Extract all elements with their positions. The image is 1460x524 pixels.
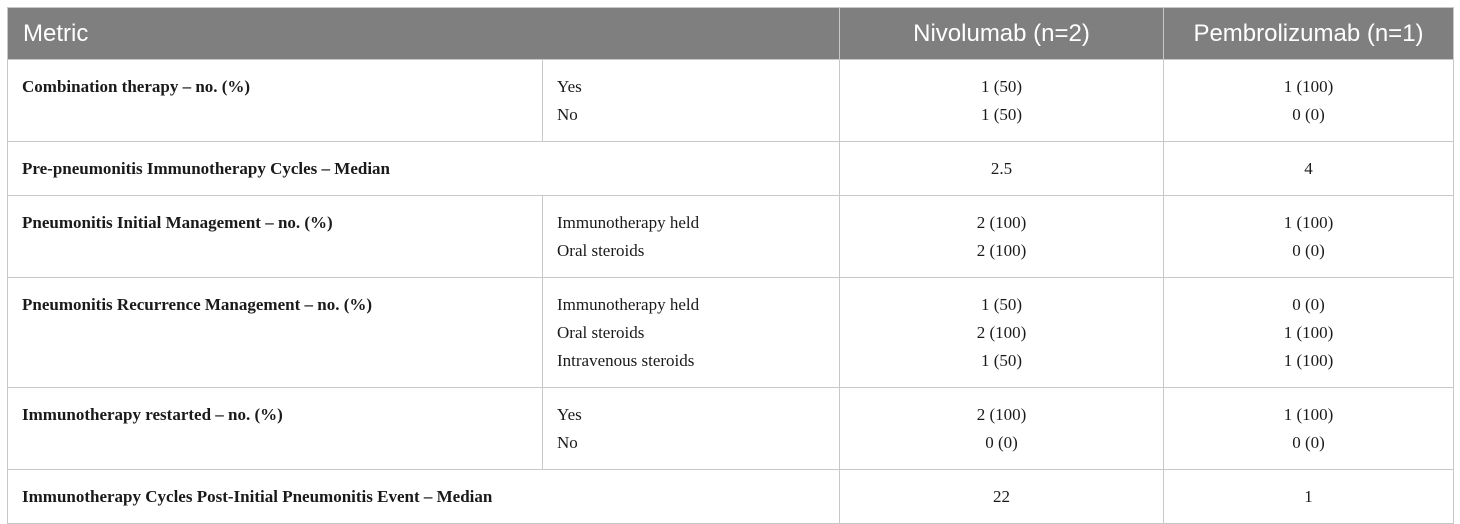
sub-label: Oral steroids — [557, 323, 645, 342]
value: 0 (0) — [1292, 295, 1325, 314]
value: 1 (100) — [1283, 351, 1334, 370]
sub-cell — [543, 388, 840, 470]
value: 1 (100) — [1283, 405, 1334, 424]
value: 2 (100) — [976, 241, 1027, 260]
value: 1 (50) — [980, 351, 1023, 370]
value: 1 (100) — [1283, 213, 1334, 232]
pembrolizumab-cell — [1164, 60, 1454, 142]
sub-label: Oral steroids — [557, 241, 645, 260]
nivolumab-cell — [840, 278, 1164, 388]
sub-cell — [543, 278, 840, 388]
table-row — [8, 388, 1454, 470]
value: 0 (0) — [1292, 433, 1325, 452]
value: 4 — [1304, 159, 1313, 178]
metric-cell: Pneumonitis Recurrence Management – no. (%) — [8, 278, 543, 388]
pembrolizumab-cell — [1164, 470, 1454, 524]
results-table — [7, 7, 1454, 524]
header-nivolumab: Nivolumab (n=2) — [840, 8, 1164, 60]
value: 1 — [1304, 487, 1313, 506]
value: 1 (50) — [980, 295, 1023, 314]
header-row — [8, 8, 1454, 60]
pembrolizumab-cell — [1164, 196, 1454, 278]
sub-cell — [543, 196, 840, 278]
value: 0 (0) — [985, 433, 1018, 452]
value: 1 (100) — [1283, 323, 1334, 342]
value: 0 (0) — [1292, 241, 1325, 260]
nivolumab-cell — [840, 142, 1164, 196]
value: 2 (100) — [976, 213, 1027, 232]
metric-cell: Pneumonitis Initial Management – no. (%) — [8, 196, 543, 278]
pembrolizumab-cell — [1164, 388, 1454, 470]
sub-label: No — [557, 433, 578, 452]
metric-cell: Combination therapy – no. (%) — [8, 60, 543, 142]
metric-cell: Immunotherapy restarted – no. (%) — [8, 388, 543, 470]
value: 22 — [993, 487, 1010, 506]
sub-label: No — [557, 105, 578, 124]
value: 1 (50) — [980, 105, 1023, 124]
value: 2 (100) — [976, 323, 1027, 342]
sub-cell — [543, 60, 840, 142]
nivolumab-cell — [840, 60, 1164, 142]
nivolumab-cell — [840, 470, 1164, 524]
value: 1 (50) — [980, 77, 1023, 96]
sub-label: Yes — [557, 77, 582, 96]
table-row — [8, 142, 1454, 196]
metric-cell: Immunotherapy Cycles Post-Initial Pneumonitis Event – Median — [8, 470, 840, 524]
header-metric: Metric — [8, 8, 840, 60]
table-row — [8, 60, 1454, 142]
sub-label: Immunotherapy held — [557, 213, 700, 232]
sub-label: Yes — [557, 405, 582, 424]
value: 0 (0) — [1292, 105, 1325, 124]
value: 1 (100) — [1283, 77, 1334, 96]
nivolumab-cell — [840, 196, 1164, 278]
table-row — [8, 278, 1454, 388]
sub-label: Intravenous steroids — [557, 351, 695, 370]
table-row — [8, 196, 1454, 278]
header-pembrolizumab: Pembrolizumab (n=1) — [1164, 8, 1454, 60]
pembrolizumab-cell — [1164, 142, 1454, 196]
sub-label: Immunotherapy held — [557, 295, 700, 314]
pembrolizumab-cell — [1164, 278, 1454, 388]
table-row — [8, 470, 1454, 524]
value: 2 (100) — [976, 405, 1027, 424]
value: 2.5 — [990, 159, 1013, 178]
metric-cell: Pre-pneumonitis Immunotherapy Cycles – Median — [8, 142, 840, 196]
nivolumab-cell — [840, 388, 1164, 470]
